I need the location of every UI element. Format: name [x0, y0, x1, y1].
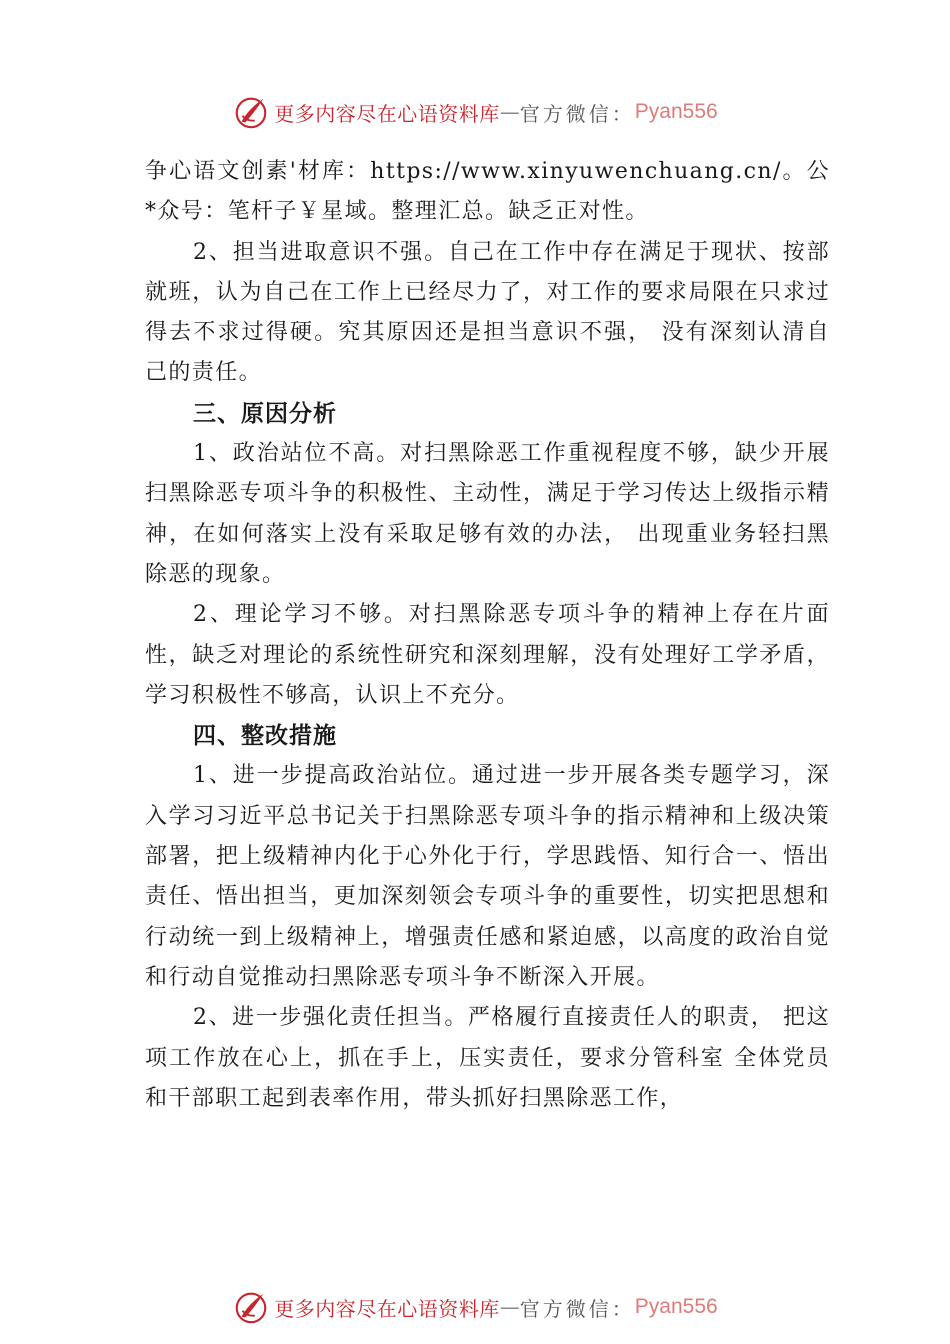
- watermark-wechat-id: Pyan556: [634, 1295, 718, 1318]
- brush-logo-icon: [232, 93, 270, 131]
- watermark-site-text: 更多内容尽在心语资料库: [274, 1296, 500, 1321]
- paragraph-cause-1: 1、政治站位不高。对扫黑除恶工作重视程度不够，缺少开展扫黑除恶专项斗争的积极性、主动性，满足于学习传达上级指示精神，在如何落实上没有采取足够有效的办法， 出现重业务轻扫黑除恶的现象。: [145, 441, 830, 587]
- section-heading-causes: 三、原因分析: [193, 400, 337, 427]
- watermark-footer: [0, 1287, 950, 1327]
- paragraph-responsibility: 2、担当进取意识不强。自己在工作中存在满足于现状、按部就班，认为自己在工作上已经尽力了，对工作的要求局限在只求过得去不求过得硬。究其原因还是担当意识不强， 没有深刻认清自己的责任。: [145, 239, 830, 386]
- section-heading-measures: 四、整改措施: [193, 723, 337, 750]
- paragraph-measure-1: 1、进一步提高政治站位。通过进一步开展各类专题学习，深入学习习近平总书记关于扫黑除恶专项斗争的指示精神和上级决策部署，把上级精神内化于心外化于行，学思践悟、知行合一、悟出责任、悟出担当，更加深刻领会专项斗争的重要性，切实把思想和行动统一到上级精神上，增强责任感和紧迫感，以高度的政治自觉和行动自觉推动扫黑除恶专项斗争不断深入开展。: [145, 763, 830, 990]
- watermark-wechat-id: Pyan556: [634, 100, 718, 123]
- paragraph-measure-2: 2、进一步强化责任担当。严格履行直接责任人的职责， 把这项工作放在心上，抓在手上，压实责任，要求分管科室 全体党员和干部职工起到表率作用，带头抓好扫黑除恶工作，: [145, 1005, 830, 1111]
- document-body: [145, 152, 830, 1119]
- watermark-header: [0, 92, 950, 132]
- brush-logo-icon: [232, 1288, 270, 1326]
- watermark-separator: —: [499, 100, 520, 124]
- watermark-separator: —: [499, 1295, 520, 1319]
- watermark-wechat-label: 官方微信：: [519, 101, 635, 126]
- watermark-wechat-label: 官方微信：: [519, 1296, 635, 1321]
- paragraph-cause-2: 2、理论学习不够。对扫黑除恶专项斗争的精神上存在片面性，缺乏对理论的系统性研究和深刻理解，没有处理好工学矛盾，学习积极性不够高，认识上不充分。: [145, 602, 830, 708]
- watermark-site-text: 更多内容尽在心语资料库: [274, 101, 500, 126]
- intro-paragraph: 争心语文创素'材库：https://www.xinyuwenchuang.cn/。公*众号：笔杆子￥星域。整理汇总。缺乏正对性。: [145, 159, 830, 225]
